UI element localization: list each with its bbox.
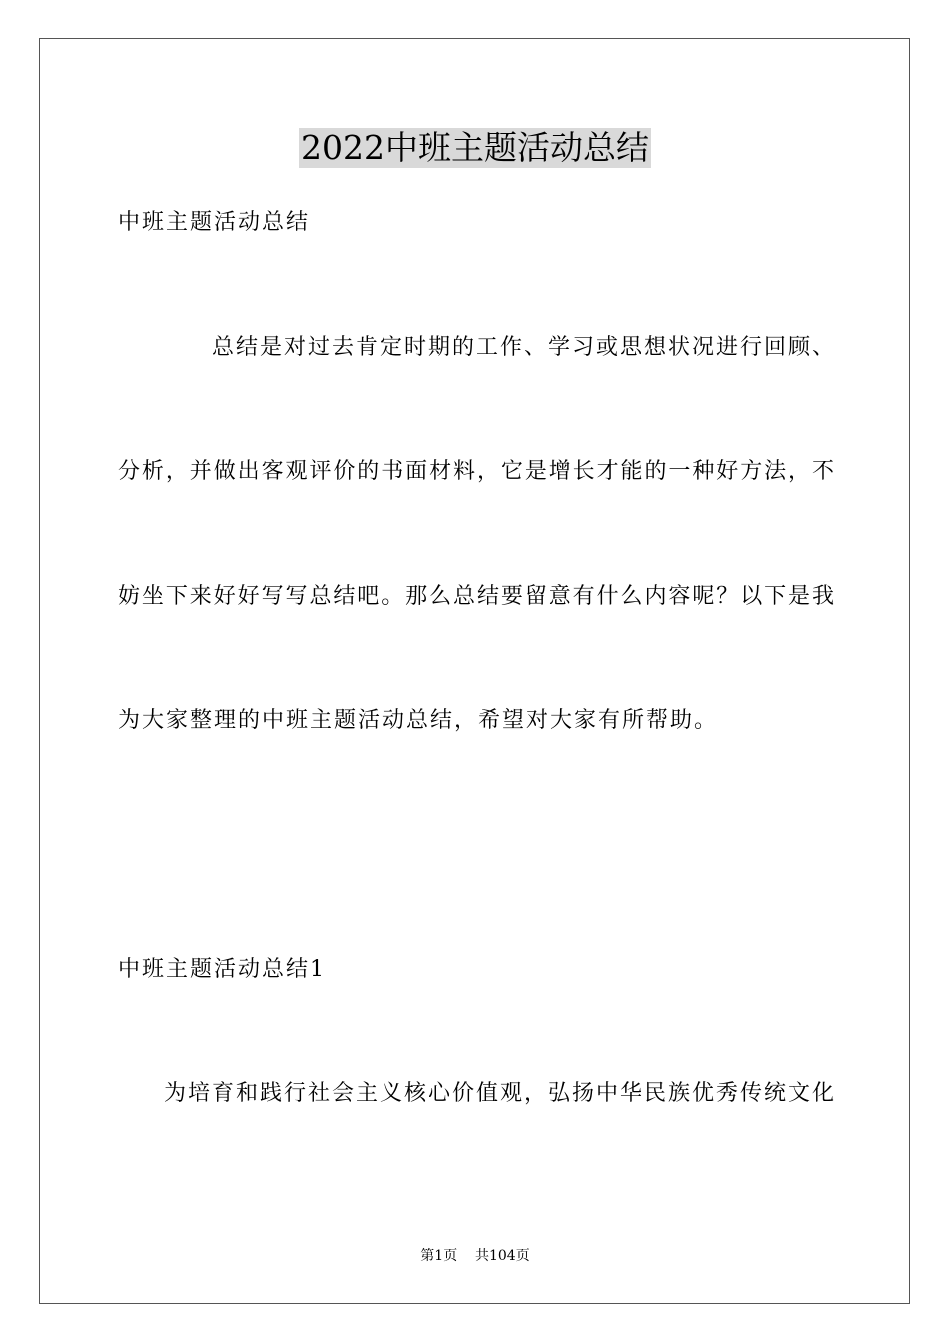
intro-line-2: 分析，并做出客观评价的书面材料，它是增长才能的一种好方法，不 — [118, 459, 834, 484]
intro-line-3: 妨坐下来好好写写总结吧。那么总结要留意有什么内容呢？以下是我 — [118, 584, 834, 609]
intro-line-1: 总结是对过去肯定时期的工作、学习或思想状况进行回顾、 — [212, 335, 834, 360]
page-number: 第1页 共104页 — [420, 1248, 530, 1264]
document-subtitle: 中班主题活动总结 — [118, 210, 311, 235]
document-title: 2022中班主题活动总结 — [301, 128, 649, 167]
section-heading: 中班主题活动总结1 — [118, 957, 326, 982]
section-line-1: 为培育和践行社会主义核心价值观，弘扬中华民族优秀传统文化 — [164, 1081, 834, 1106]
title-container — [0, 128, 950, 168]
intro-line-4: 为大家整理的中班主题活动总结，希望对大家有所帮助。 — [118, 708, 719, 733]
